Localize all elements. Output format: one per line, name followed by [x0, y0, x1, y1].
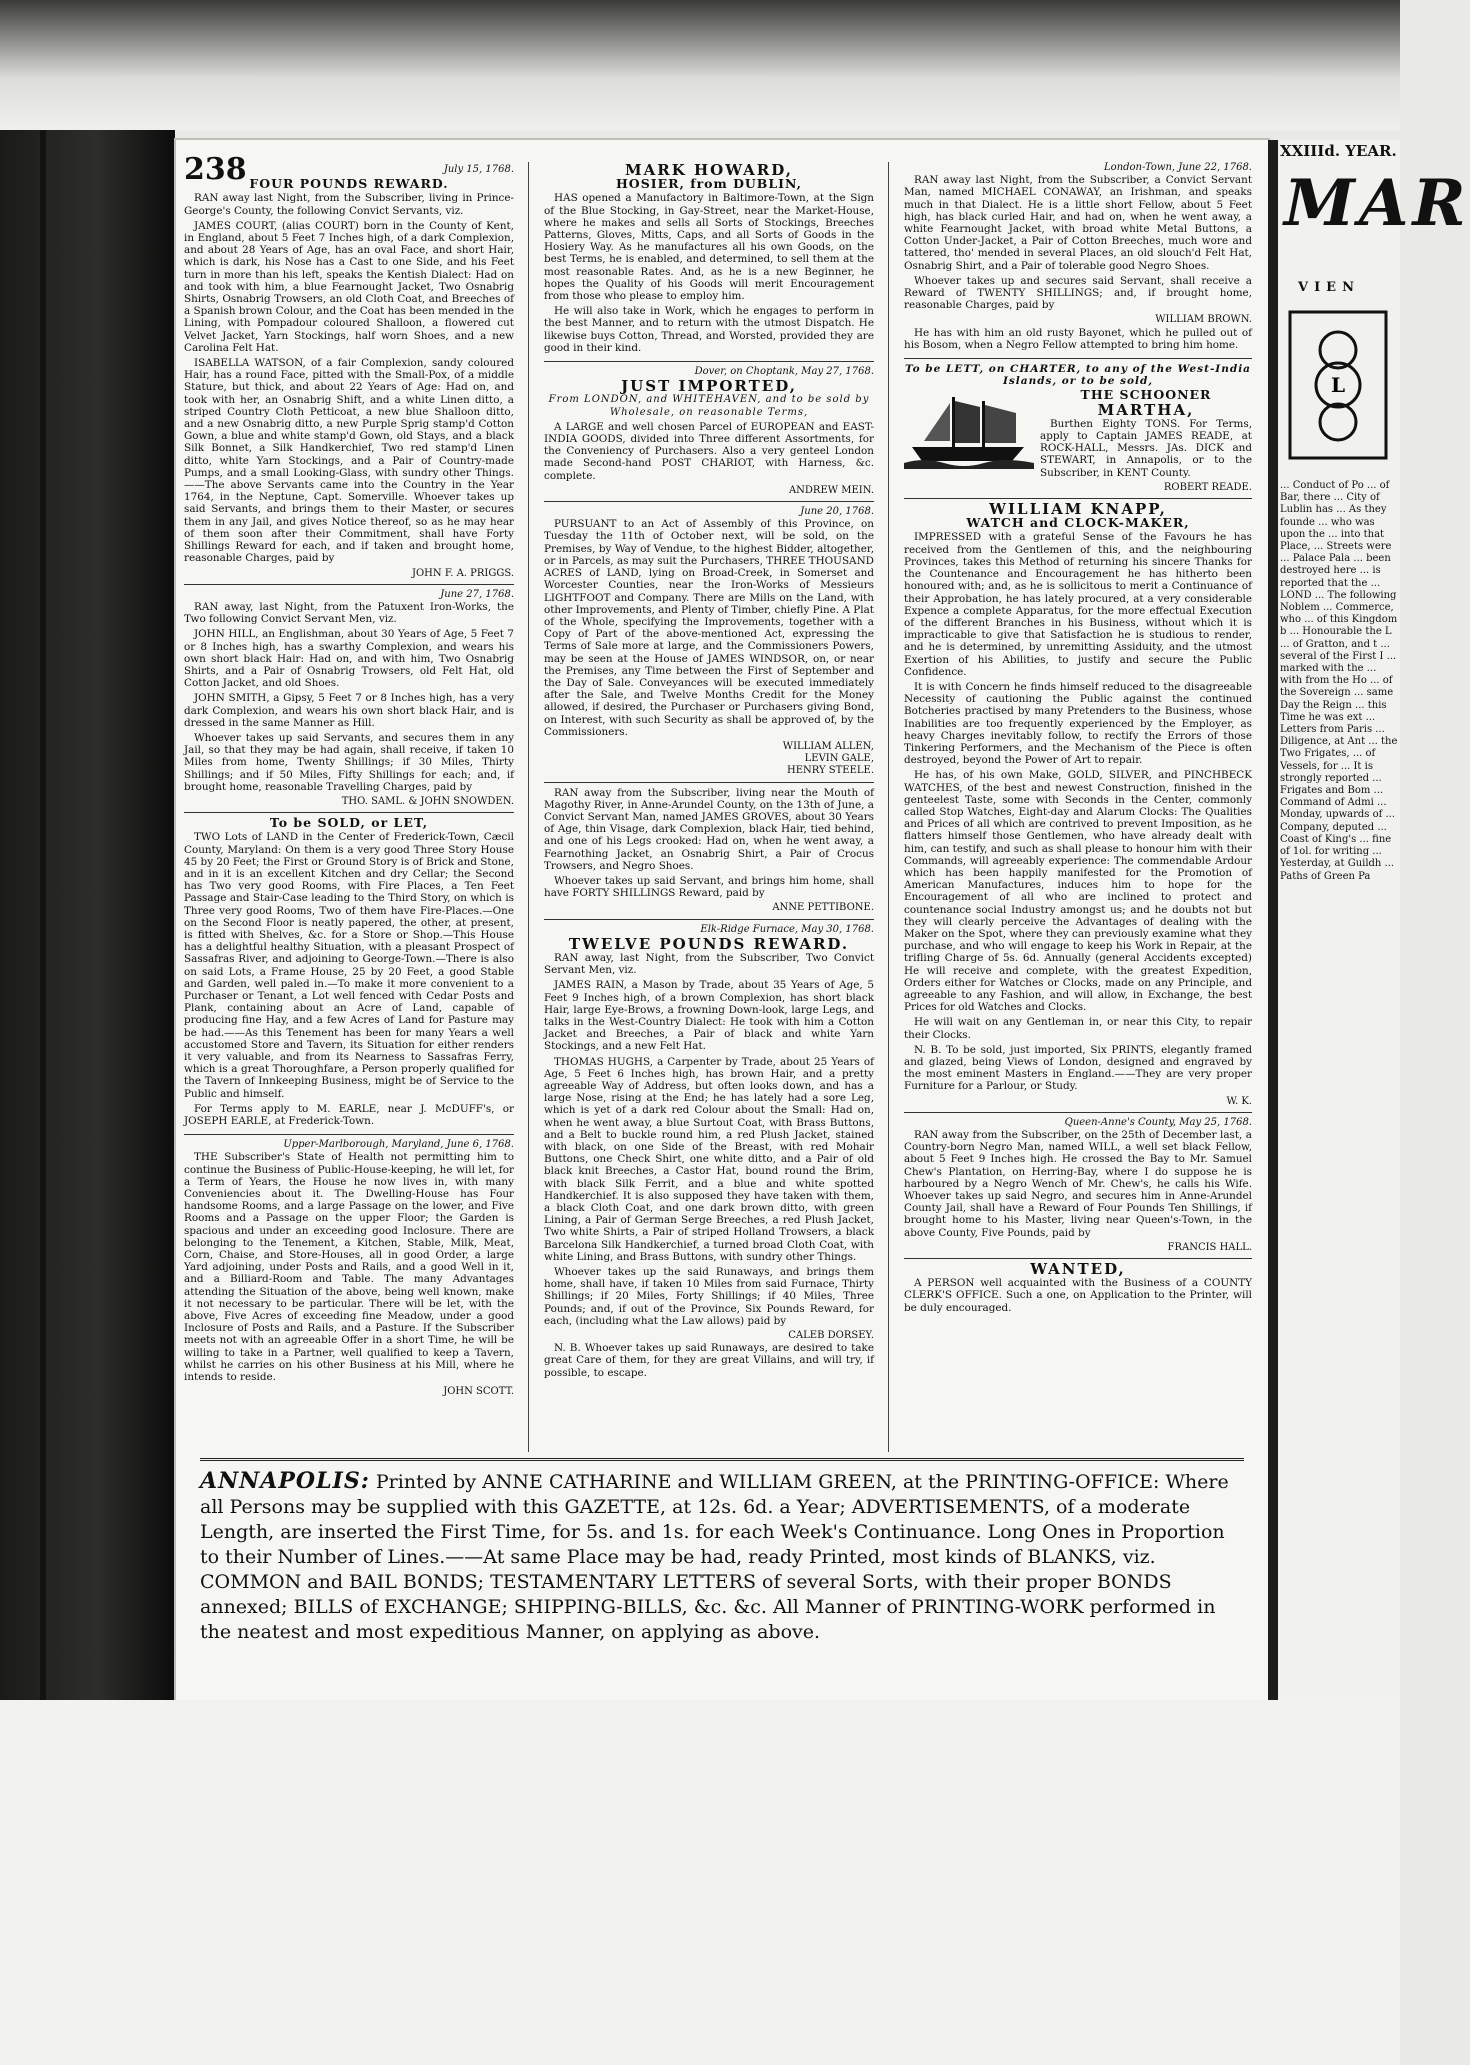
ad-heading: To be SOLD, or LET, — [269, 815, 429, 831]
column-right — [904, 162, 1252, 1325]
ad-text: He has with him an old rusty Bayonet, which he pulled out of his Bosom, when a Negro Fellow attempted to bring him home. — [904, 326, 1252, 351]
ad-signature: FRANCIS HALL. — [1167, 1241, 1252, 1253]
ad-text: TWO Lots of LAND in the Center of Frederick-Town, Cæcil County, Maryland: On them is a very good Three Story House 45 by 20 Feet; the First or Ground Story is of Brick and Stone, and in it is an excellent Kitchen and dry Cellar; the Second has Two very good Rooms, with Fire Places, a Ten Feet Passage and Stair-Case leading to the Third Story, on which is Three very good Rooms, Two of them have Fire-Places.—One on the Second Floor is neatly papered, the other, at present, is fitted with Shelves, &c. for a Store or Shop.—This House has a delightful healthy Situation, with a pleasant Prospect of Sassafras River, and adjoining to George-Town.—There is also on said Lots, a Frame House, 25 by 20 Feet, a good Stable and Garden, well paled in.—To make it more convenient to a Purchaser or Tenant, a Lot well fenced with Cedar Posts and Plank, containing about an Acre of Land, capable of producing fine Hay, and a few Acres of Land for Pasture may be had.——As this Tenement has been for many Years a well accustomed Store and Tavern, its Situation for either renders it very valuable, and from its Nearness to Sassafras Ferry, which is a great Thoroughfare, a Person properly qualified for the Tavern of Innkeeping Business, might be of Service to the Public and himself. — [184, 831, 514, 1100]
ad-text: JOHN HILL, an Englishman, about 30 Years of Age, 5 Feet 7 or 8 Inches high, has a swarthy Complexion, and wears his own short black Hair: Had on, and with him, Two Osnabrig Shirts, and a Pair of Osnabrig Trowsers, old Felt Hat, old Cotton Jacket, and old Shoes. — [184, 628, 514, 690]
advertisement-mein — [544, 366, 874, 502]
ad-text: RAN away from the Subscriber, living near the Mouth of Magothy River, in Anne-Arundel County, on the 13th of June, a Convict Servant Man, named JAMES GROVES, about 30 Years of Age, thin Visage, dark Complexion, black Hair, tied behind, and one of his Legs crooked: Had on, when he went away, a Fearnothing Jacket, an Osnabrig Shirt, a Pair of Crocus Trowsers, and Negro Shoes. — [544, 786, 874, 872]
ad-text: N. B. Whoever takes up said Runaways, are desired to take great Care of them, for they are great Villains, and will try, if possible, to escape. — [544, 1342, 874, 1379]
ad-heading: To be LETT, on CHARTER, to any of the West-India Islands, or to be sold, — [905, 363, 1251, 388]
advertisement-hall — [904, 1117, 1252, 1259]
ad-text: IMPRESSED with a grateful Sense of the Favours he has received from the Gentlemen of this, and the neighbouring Provinces, takes this Method of returning his sincere Thanks for the Countenance and Encouragement he has hitherto been honoured with; and, as he is sollicitous to merit a Continuance of their Approbation, he has lately procured, at a very considerable Expence a complete Apparatus, for the more effectual Execution of the different Branches in his Business, without which it is impracticable to give that Satisfaction he is studious to render, and he is determined, by unremitting Assiduity, and the utmost Exertion of his Abilities, to justify and secure the Public Confidence. — [904, 531, 1252, 678]
ad-signature: THO. SAML. & JOHN SNOWDEN. — [341, 795, 514, 807]
ad-text: JOHN SMITH, a Gipsy, 5 Feet 7 or 8 Inches high, has a very dark Complexion, and wears his own short black Hair, and is dressed in the same Manner as Hill. — [184, 692, 514, 729]
advertisement-brown — [904, 162, 1252, 359]
ad-text: It is with Concern he finds himself reduced to the disagreeable Necessity of cautioning the Public against the continued Botcheries practised by many Pretenders to the Business, whose Inabilities are too frequently experienced by the Employer, as heavy Charges inevitably follow, to rectify the Errors of those Tinkering Performers, and the Mechanism of the Piece is often destroyed, beyond the Power of Art to repair. — [904, 680, 1252, 767]
ad-text: Whoever takes up said Servant, and brings him home, shall have FORTY SHILLINGS Reward, paid by — [544, 874, 874, 900]
ad-date: June 27, 1768. — [440, 588, 514, 600]
ad-text: Burthen Eighty TONS. For Terms, apply to Captain JAMES READE, at ROCK-HALL, Messrs. JAs. DICK and STEWART, in Annapolis, or to the Subscriber, in KENT County. — [1040, 417, 1252, 479]
ad-date: Upper-Marlborough, Maryland, June 6, 1768. — [283, 1139, 514, 1151]
ad-signature: ROBERT READE. — [1163, 481, 1252, 493]
ad-text: PURSUANT to an Act of Assembly of this Province, on Tuesday the 11th of October next, will be sold, on the Premises, by Way of Vendue, to the highest Bidder, altogether, or in Parcels, as may suit the Purchasers, THREE THOUSAND ACRES of LAND, lying on Broad-Creek, in Somerset and Worcester Counties, near the Iron-Works of Messieurs LIGHTFOOT and Company. There are Mills on the Land, with other Improvements, and Plenty of Timber, chiefly Pine. A Plat of the Whole, specifying the Improvements, together with a Copy of Part of the above-mentioned Act, expressing the Terms of Sale more at large, and the Commissioners Powers, may be seen at the House of JAMES WINDSOR, on, or near the Premises, any Time between the First of September and the Day of Sale. Conveyances will be executed immediately after the Sale, and Twelve Months Credit for the Money allowed, if desired, the Purchaser or Purchasers giving Bond, on Interest, with such Security as shall be approved of, by the Commissioners. — [544, 518, 874, 738]
ad-text: A PERSON well acquainted with the Business of a COUNTY CLERK'S OFFICE. Such a one, on Application to the Printer, will be duly encouraged. — [904, 1277, 1252, 1314]
ad-text: JAMES RAIN, a Mason by Trade, about 35 Years of Age, 5 Feet 9 Inches high, of a brown Complexion, has short black Hair, large Eye-Brows, a frowning Down-look, large Legs, and talks in the West-Country Dialect: He took with him a Cotton Jacket and Breeches, a Pair of black and white Yarn Stockings, and a new Felt Hat. — [544, 979, 874, 1053]
ad-text: A LARGE and well chosen Parcel of EUROPEAN and EAST-INDIA GOODS, divided into Three different Assortments, for the Conveniency of Purchasers. Also a very genteel London made Second-hand POST CHARIOT, with Harness, &c. complete. — [544, 420, 874, 482]
ad-text: He will also take in Work, which he engages to perform in the best Manner, and to return with the utmost Dispatch. He likewise buys Cotton, Thread, and Worsted, provided they are good in their kind. — [544, 305, 874, 354]
imprint-text: Printed by ANNE CATHARINE and WILLIAM GREEN, at the PRINTING-OFFICE: Where all Persons may be supplied with this GAZETTE, at 12s. 6d. a Year; ADVERTISEMENTS, of a moderate Length, are inserted the First Time, for 5s. and 1s. for each Week's Continuance. Long Ones in Proportion to their Number of Lines.——At same Place may be had, ready Printed, most kinds of BLANKS, viz. COMMON and BAIL BONDS; TESTAMENTARY LETTERS of several Sorts, with their proper BONDS annexed; BILLS of EXCHANGE; SHIPPING-BILLS, &c. &c. All Manner of PRINTING-WORK performed in the neatest and most expeditious Manner, on applying as above. — [200, 1471, 1229, 1643]
page-number: 238 — [184, 152, 247, 187]
ad-text: Whoever takes up the said Runaways, and brings them home, shall have, if taken 10 Miles from said Furnace, Thirty Shillings; if 20 Miles, Forty Shillings; if 40 Miles, Three Pounds; and, if out of the Province, Six Pounds Reward, for each, (including what the Law allows) paid by — [544, 1266, 874, 1327]
imprint-place: ANNAPOLIS: — [200, 1468, 370, 1494]
ad-subheading: WATCH and CLOCK-MAKER, — [966, 515, 1190, 531]
advertisement-snowden — [184, 589, 514, 813]
ad-heading: FOUR POUNDS REWARD. — [249, 176, 449, 192]
ad-text: RAN away from the Subscriber, on the 25th of December last, a Country-born Negro Man, named WILL, a well set black Fellow, about 5 Feet 9 Inches high. He crossed the Bay to Mr. Samuel Chew's Plantation, on Herring-Bay, where I do suppose he is harboured by a Negro Wench of Mr. Chew's, he calls his Wife. Whoever takes up said Negro, and secures him in Anne-Arundel County Jail, shall have a Reward of Four Pounds Ten Shillings, if brought home to his Master, living near Queen's-Town, in the above County, Five Pounds, paid by — [904, 1129, 1252, 1239]
advertisement-scott — [184, 1139, 514, 1402]
advertisement-priggs — [184, 164, 514, 585]
ad-text: He will wait on any Gentleman in, or near this City, to repair their Clocks. — [904, 1016, 1252, 1041]
ad-text: THE Subscriber's State of Health not permitting him to continue the Business of Public-House-keeping, he will let, for a Term of Years, the House he now lives in, with many Conveniencies about it. The Dwelling-House has Four handsome Rooms, and a large Passage on the lower, and Five Rooms and a Passage on the upper Floor; the Garden is spacious and under an exceeding good Inclosure. There are belonging to the Tenement, a Kitchen, Stable, Milk, Meat, Corn, Chaise, and Store-Houses, all in good Order, a large Yard adjoining, under Posts and Rails, and a good Well in it, and a Billiard-Room and Table. The many Advantages attending the Situation of the above, being well known, make it not necessary to be particular. There will be let, with the above, Five Acres of exceeding fine Meadow, under a good Inclosure of Posts and Rails, and a Pasture. If the Subscriber meets not with an agreeable Offer in a short Time, he will be willing to take in a Partner, well qualified to keep a Tavern, whilst he carries on his other Business at his Mill, where he intends to reside. — [184, 1151, 514, 1384]
ad-date: Queen-Anne's County, May 25, 1768. — [1064, 1116, 1252, 1128]
ad-signature: JOHN F. A. PRIGGS. — [411, 567, 514, 579]
column-middle — [544, 162, 874, 1390]
ad-heading: TWELVE POUNDS REWARD. — [568, 934, 850, 953]
column-left — [184, 164, 514, 1407]
column-rule — [528, 162, 529, 1452]
ship-name: MARTHA, — [1097, 400, 1195, 419]
ad-text: RAN away, last Night, from the Patuxent Iron-Works, the Two following Convict Servant Men, viz. — [184, 600, 514, 626]
ad-text: HAS opened a Manufactory in Baltimore-Town, at the Sign of the Blue Stocking, in Gay-Street, near the Market-House, where he makes and sells all Sorts of Stockings, Breeches Patterns, Gloves, Mitts, Caps, and all Sorts of Goods in the Hosiery Way. As he manufactures all his own Goods, on the best Terms, he is enabled, and determined, to sell them at the most reasonable Rates. And, as he is a new Beginner, he hopes the Quality of his Goods will merit Encouragement from those who please to employ him. — [544, 192, 874, 303]
ad-date: July 15, 1768. — [443, 164, 514, 175]
ad-text: THOMAS HUGHS, a Carpenter by Trade, about 25 Years of Age, 5 Feet 6 Inches high, has brown Hair, and a pretty agreeable Way of Address, but often looks down, and has a large Nose, rising at the End; he has lately had a sore Leg, which is yet of a dark red Colour about the Small: Had on, when he went away, a blue Surtout Coat, with Brass Buttons, and a Belt to buckle round him, a red Plush Jacket, stained with black, on one Side of the Breast, with red Mohair Buttons, one Check Shirt, one white ditto, and a Pair of old black knit Breeches, a Castor Hat, bound round the Brim, with black Silk Ferrit, and a blue and white spotted Handkerchief. It is also supposed they have taken with them, a black Cloth Coat, and one dark brown ditto, with green Lining, a Pair of German Serge Breeches, a red Plush Jacket, Two white Shirts, a Pair of striped Holland Trowsers, a black Barcelona Silk Handkerchief, a turned broad Cloth Coat, with white Lining, and Brass Buttons, with sundry other Things. — [544, 1055, 874, 1263]
ad-text: JAMES COURT, (alias COURT) born in the County of Kent, in England, about 5 Feet 7 Inches high, of a dark Complexion, and about 28 Years of Age, has an oval Face, and short Hair, which is dark, his Nose has a Cast to one Side, and his Feet turn in more than his left, speaks the Kentish Dialect: Had on and took with him, a blue Fearnought Jacket, Two Osnabrig Shirts, Osnabrig Trowsers, an old Cloth Coat, and Breeches of a Spanish brown Colour, and the Coat has been mended in the Lining, with Pompadour coloured Shalloon, a flowered cut Velvet Jacket, Yarn Stockings, half worn Shoes, and a new Carolina Felt Hat. — [184, 219, 514, 354]
book-spine — [0, 130, 175, 1710]
ad-text: N. B. To be sold, just imported, Six PRINTS, elegantly framed and glazed, being Views of London, designed and engraved by the most eminent Masters in England.——They are very proper Furniture for a Parlour, or Study. — [904, 1043, 1252, 1093]
advertisement-howard — [544, 161, 874, 362]
ad-signature: ANNE PETTIBONE. — [772, 902, 874, 914]
column-rule — [888, 162, 889, 1452]
ad-heading: JUST IMPORTED, — [621, 377, 797, 396]
ornament-icon — [1288, 310, 1388, 460]
facing-page-text: ... Conduct of Po ... of Bar, there ... City of Lublin has ... As they founde ... who was upon the ... into that Place, ... Streets were ... Palace Pala ... been destroyed here ... is reported that the ... LOND ... The following Noblem ... Commerce, who ... of this Kingdom b ... Honourable the L ... of Gratton, and t ... several of the First I ... marked with the ... with from the Ho ... of the Sovereign ... same Day the Reign ... this Time he was ext ... Letters from Paris ... Diligence, at Ant ... the Two Frigates, ... of Vessels, for ... It is strongly reported ... Frigates and Bom ... Command of Admi ... Monday, upwards of ... Company, deputed ... Coast of King's ... fine of 1ol. for writing ... Yesterday, at Guildh ... Paths of Green Pa — [1280, 480, 1398, 882]
facing-page-dateline: VIEN — [1298, 280, 1360, 295]
ad-heading: WILLIAM KNAPP, — [989, 500, 1167, 519]
ad-subheading: HOSIER, from DUBLIN, — [616, 176, 802, 192]
advertisement-dorsey — [544, 924, 874, 1386]
advertisement-land-sale — [544, 506, 874, 782]
ad-text: Whoever takes up said Servants, and secures them in any Jail, so that they may be had again, shall receive, if taken 10 Miles from home, Twenty Shillings; if 30 Miles, Thirty Shillings; and if 50 Miles, Fifty Shillings for each; and, if brought home, reasonable Travelling Charges, paid by — [184, 731, 514, 793]
ad-signature: LEVIN GALE, — [804, 753, 874, 765]
advertisement-schooner-martha — [904, 363, 1252, 499]
facing-page-header: XXIIId. YEAR. — [1280, 142, 1397, 160]
page-edge — [1268, 140, 1278, 1700]
ad-signature: WILLIAM ALLEN, — [782, 740, 874, 752]
ad-signature: HENRY STEELE. — [786, 765, 874, 777]
facing-page-title: MAR — [1284, 166, 1470, 241]
ad-text: RAN away last Night, from the Subscriber, a Convict Servant Man, named MICHAEL CONAWAY, an Irishman, and speaks much in that Dialect. He is a little short Fellow, about 5 Feet high, has black curled Hair, and had on, when he went away, a white Fearnought Jacket, with broad white Metal Buttons, a Cotton Under-Jacket, a Pair of Cotton Breeches, much wore and tattered, tho' mended in several Places, an old slouch'd Felt Hat, Osnabrig Shirt, and a Pair of tolerable good Negro Shoes. — [904, 174, 1252, 272]
ad-text: He has, of his own Make, GOLD, SILVER, and PINCHBECK WATCHES, of the best and newest Construction, finished in the genteelest Taste, some with Seconds in the Center, commonly called Stop Watches, Eight-day and Alarum Clocks: The Qualities and Prices of all which are contrived to prevent Imposition, as he flatters himself those Gentlemen, who have already dealt with him, can testify, and such as shall please to honour him with their Commands, will agreeably experience: The commendable Ardour which has been happily manifested for the Promotion of American Manufactures, induces him to hope for the Encouragement of all who are inclined to protect and countenance social Industry amongst us; and he doubts not but they will clearly perceive the Advantages of dealing with the Maker on the Spot, where they can previously examine what they purchase, and who will engage to keep his Work in Repair, at the trifling Charge of 5s. 6d. Annually (general Accidents excepted) He will receive and complete, with the greatest Expedition, Orders either for Watches or Clocks, made on any Principle, and agreeable to any Fashion, and will allow, in Exchange, the best Prices for old Watches and Clocks. — [904, 769, 1252, 1014]
printer-imprint — [200, 1458, 1244, 1645]
ad-heading: THE SCHOONER — [1080, 387, 1212, 403]
scanner-shadow-top — [0, 0, 1400, 130]
ad-signature: ANDREW MEIN. — [788, 484, 874, 496]
advertisement-earle — [184, 817, 514, 1135]
ad-signature: JOHN SCOTT. — [443, 1386, 514, 1398]
ad-heading: MARK HOWARD, — [625, 161, 793, 179]
ad-signature: CALEB DORSEY. — [788, 1330, 874, 1342]
advertisement-knapp — [904, 500, 1252, 1113]
ad-subheading: From LONDON, and WHITEHAVEN, and to be sold by Wholesale, on reasonable Terms, — [548, 394, 870, 418]
ad-heading: WANTED, — [1030, 1260, 1126, 1279]
svg-text:L: L — [1330, 373, 1346, 397]
advertisement-pettibone — [544, 787, 874, 920]
scanner-background-bottom — [0, 1700, 1400, 2065]
schooner-ship-icon — [904, 391, 1034, 469]
ad-date: Elk-Ridge Furnace, May 30, 1768. — [700, 923, 874, 935]
ad-text: RAN away, last Night, from the Subscriber, Two Convict Servant Men, viz. — [544, 951, 874, 977]
ad-text: RAN away last Night, from the Subscriber, living in Prince-George's County, the following Convict Servants, viz. — [184, 192, 514, 217]
ad-text: ISABELLA WATSON, of a fair Complexion, sandy coloured Hair, has a round Face, pitted with the Small-Pox, of a middle Stature, but thick, and about 22 Years of Age: Had on, and took with her, an Osnabrig Shift, and a white Linen ditto, a striped Country Cloth Petticoat, a new blue Shalloon ditto, and a new Osnabrig ditto, a new Purple Sprig stamp'd Cotton Gown, a blue and white stamp'd Gown, old Stays, and a black Silk Bonnet, a Silk Handkerchief, Two red stamp'd Linen ditto, white Yarn Stockings, and a Pair of Country-made Pumps, and a small Looking-Glass, with sundry other Things. ——The above Servants came into the Country in the Year 1764, in the Neptune, Capt. Somerville. Whoever takes up said Servants, and brings them to their Master, or secures them in any Jail, and gives Notice thereof, so as he may hear of them soon after their Commitment, shall have Forty Shillings Reward for each, and if taken and brought home, reasonable Charges, paid by — [184, 357, 514, 565]
ad-date: London-Town, June 22, 1768. — [1104, 162, 1252, 173]
ad-date: Dover, on Choptank, May 27, 1768. — [694, 366, 874, 378]
ad-date: June 20, 1768. — [800, 506, 874, 518]
ad-signature: W. K. — [1226, 1095, 1252, 1107]
ad-text: Whoever takes up and secures said Servant, shall receive a Reward of TWENTY SHILLINGS; and, if brought home, reasonable Charges, paid by — [904, 274, 1252, 312]
newspaper-page — [176, 140, 1268, 1700]
facing-page — [1278, 140, 1470, 1700]
ad-signature: WILLIAM BROWN. — [1155, 314, 1252, 326]
ad-text: For Terms apply to M. EARLE, near J. McDUFF's, or JOSEPH EARLE, at Frederick-Town. — [184, 1102, 514, 1128]
advertisement-wanted — [904, 1260, 1252, 1321]
